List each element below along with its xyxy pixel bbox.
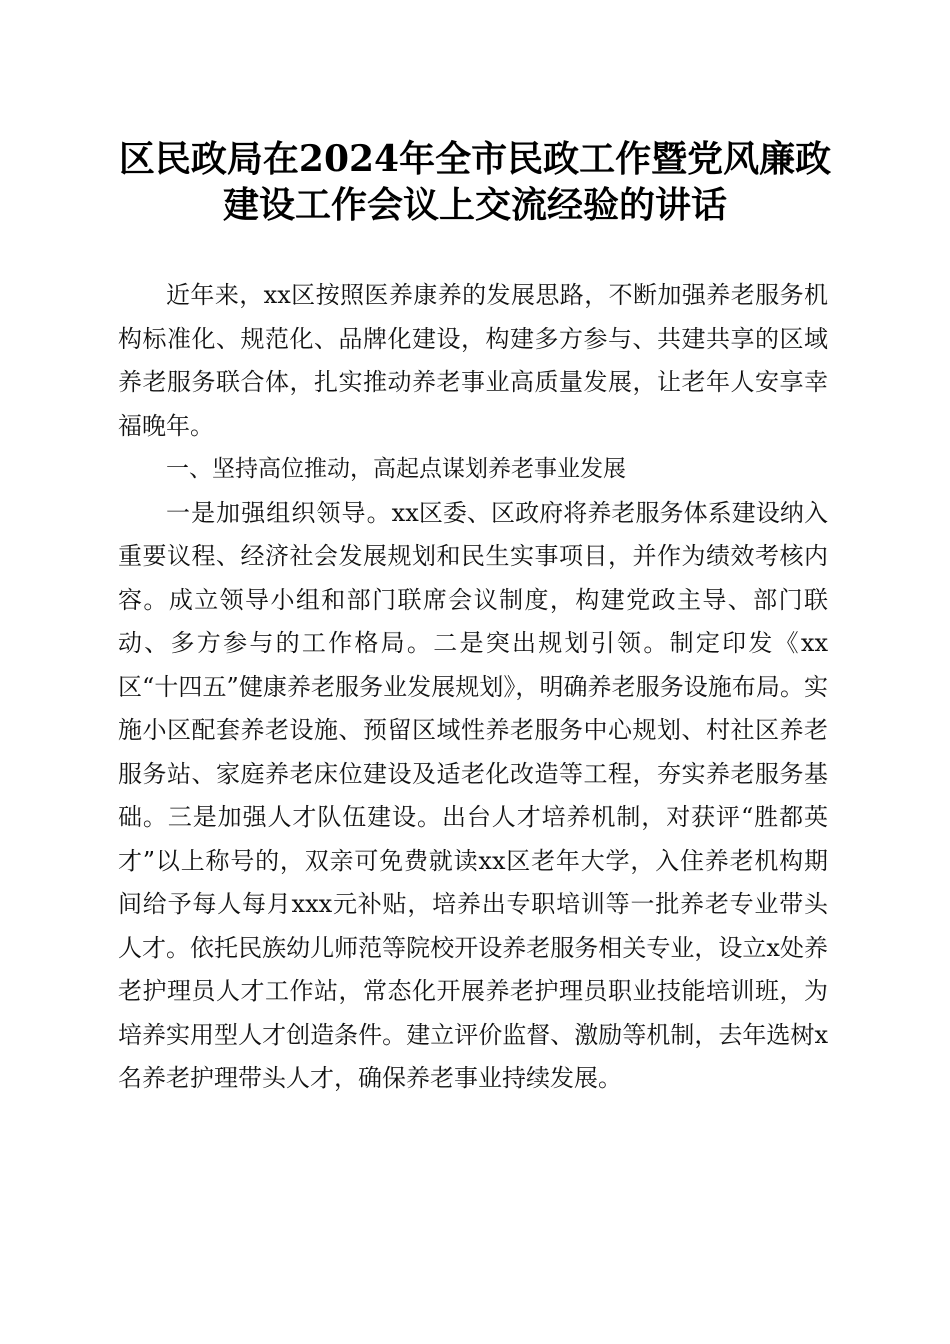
title-line-1: 区民政局在2024年全市民政工作暨党风廉政 xyxy=(118,138,832,180)
title-line-2: 建设工作会议上交流经验的讲话 xyxy=(222,184,727,226)
section-1-lead: 一是加强组织领导。 xyxy=(166,498,392,527)
section-1-body: xx区委、区政府将养老服务体系建设纳入重要议程、经济社会发展规划和民生实事项目，并作为绩效考核内容。成立领导小组和部门联席会议制度，构建党政主导、部门联动、多方参与的工作格局。二是突出规划引领。制定印发《xx区“十四五”健康养老服务业发展规划》，明确养老服务设施布局。实施小区配套养老设施、预留区域性养老服务中心规划、村社区养老服务站、家庭养老床位建设及适老化改造等工程，夯实养老服务基础。三是加强人才队伍建设。出台人才培养机制，对获评“胜都英才”以上称号的，双亲可免费就读xx区老年大学，入住养老机构期间给予每人每月xxx元补贴，培养出专职培训等一批养老专业带头人才。依托民族幼儿师范等院校开设养老服务相关专业，设立x处养老护理员人才工作站，常态化开展养老护理员职业技能培训班，为培养实用型人才创造条件。建立评价监督、激励等机制，去年选树x名养老护理带头人才，确保养老事业持续发展。 xyxy=(118,498,828,1092)
document-title xyxy=(100,136,850,228)
section-1-paragraph xyxy=(118,492,828,1101)
section-1-heading: 一、坚持高位推动，高起点谋划养老事业发展 xyxy=(166,456,626,482)
intro-paragraph: 近年来，xx区按照医养康养的发展思路，不断加强养老服务机构标准化、规范化、品牌化建设，构建多方参与、共建共享的区域养老服务联合体，扎实推动养老事业高质量发展，让老年人安享幸福晚年。 xyxy=(118,281,828,440)
document-body xyxy=(118,274,828,1101)
